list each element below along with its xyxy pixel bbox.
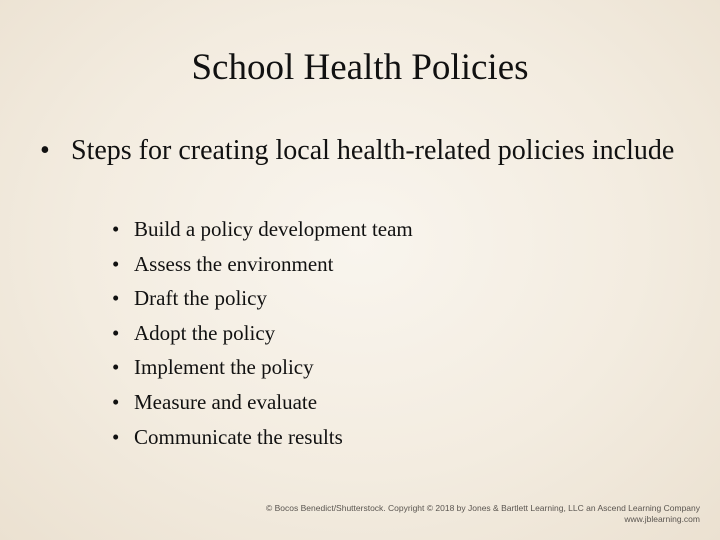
sub-bullet-text: Implement the policy	[134, 355, 314, 380]
sub-bullet-marker: •	[112, 424, 120, 449]
sub-bullet-marker: •	[112, 217, 120, 241]
main-bullet	[40, 133, 700, 169]
sub-bullet-text: Adopt the policy	[134, 320, 276, 345]
sub-bullet-text: Communicate the results	[134, 424, 343, 449]
sub-bullet-text: Measure and evaluate	[134, 389, 318, 414]
bullet-marker: •	[40, 135, 50, 166]
copyright-credit	[266, 503, 700, 525]
credit-website: www.jblearning.com	[624, 514, 700, 524]
sub-bullet-item	[112, 420, 612, 455]
sub-bullet-text: Draft the policy	[134, 286, 267, 311]
main-bullet-text: Steps for creating local health-related policies include	[71, 135, 675, 166]
sub-bullet-marker: •	[112, 286, 120, 311]
credit-line: © Bocos Benedict/Shutterstock. Copyright © 2018 by Jones & Bartlett Learning, LLC an Ascend Learning Company	[266, 503, 700, 513]
sub-bullet-item	[112, 247, 612, 282]
sub-bullet-marker: •	[112, 251, 120, 276]
sub-bullet-item	[112, 316, 612, 351]
sub-bullet-marker: •	[112, 320, 120, 345]
sub-bullet-item	[112, 350, 612, 385]
sub-bullet-list	[112, 212, 612, 454]
sub-bullet-item	[112, 281, 612, 316]
slide-title: School Health Policies	[191, 47, 529, 88]
sub-bullet-item	[112, 385, 612, 420]
sub-bullet-text: Build a policy development team	[134, 217, 413, 241]
sub-bullet-item	[112, 212, 612, 247]
sub-bullet-text: Assess the environment	[134, 251, 334, 276]
sub-bullet-marker: •	[112, 389, 120, 414]
sub-bullet-marker: •	[112, 355, 120, 380]
